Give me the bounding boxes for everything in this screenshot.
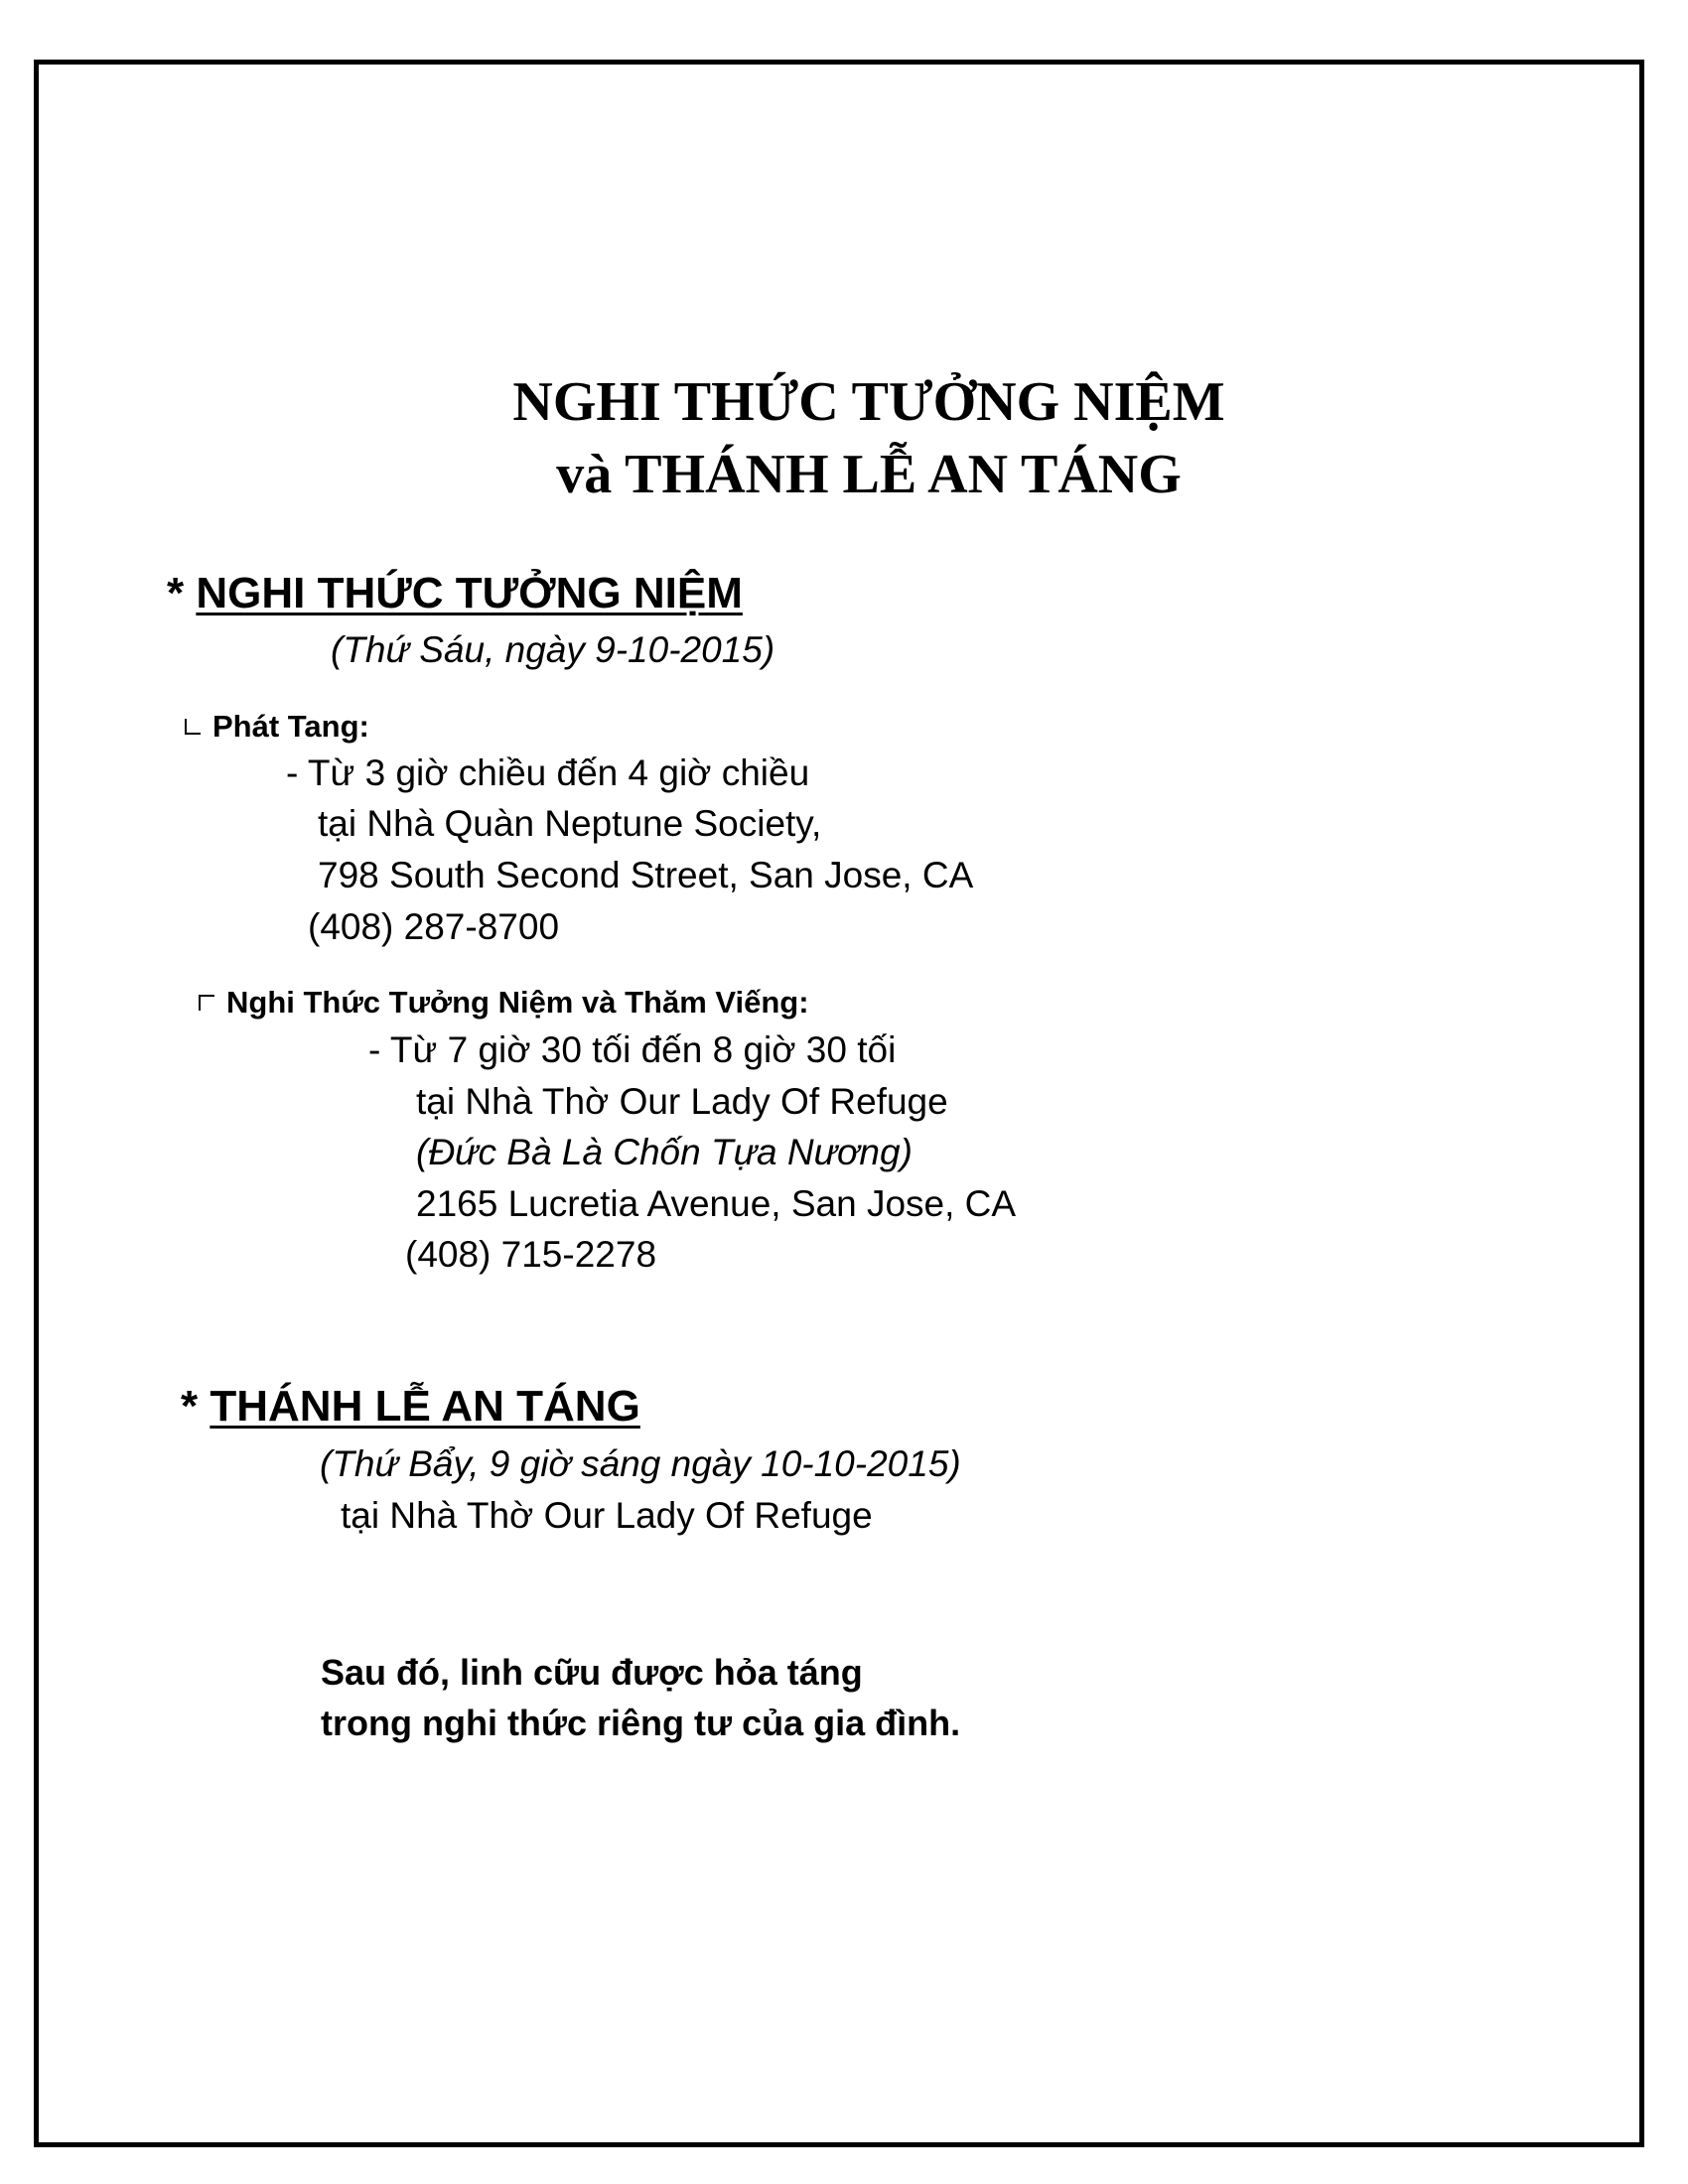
item-2-address: 2165 Lucretia Avenue, San Jose, CA — [416, 1183, 1017, 1224]
item-1-heading — [185, 711, 369, 742]
closing-line-2: trong nghi thức riêng tư của gia đình. — [321, 1703, 961, 1743]
item-2-place-vietnamese: (Đức Bà Là Chốn Tựa Nương) — [416, 1132, 913, 1172]
item-2-place: tại Nhà Thờ Our Lady Of Refuge — [416, 1081, 948, 1122]
section-1-heading — [167, 569, 743, 617]
item-2-phone: (408) 715-2278 — [405, 1234, 657, 1275]
item-1-phone: (408) 287-8700 — [308, 906, 560, 947]
item-2-heading — [199, 987, 809, 1018]
section-1-star: * — [167, 569, 185, 617]
section-1-title: NGHI THỨC TƯỞNG NIỆM — [196, 569, 743, 617]
item-2-time: - Từ 7 giờ 30 tối đến 8 giờ 30 tối — [368, 1029, 897, 1070]
item-1-address: 798 South Second Street, San Jose, CA — [318, 855, 974, 895]
item-1-place: tại Nhà Quàn Neptune Society, — [318, 803, 822, 844]
item-1-label: Phát Tang: — [212, 709, 369, 744]
section-2-date: (Thứ Bẩy, 9 giờ sáng ngày 10-10-2015) — [320, 1443, 961, 1484]
section-2-heading — [181, 1382, 640, 1431]
section-2-title: THÁNH LỄ AN TÁNG — [210, 1382, 640, 1431]
corner-bullet-icon — [185, 719, 201, 735]
page-title-line-2: và THÁNH LỄ AN TÁNG — [556, 444, 1182, 505]
item-1-time: - Từ 3 giờ chiều đến 4 giờ chiều — [286, 752, 810, 793]
closing-line-1: Sau đó, linh cữu được hỏa táng — [321, 1652, 863, 1693]
section-1-date: (Thứ Sáu, ngày 9-10-2015) — [331, 629, 775, 670]
corner-bullet-icon — [199, 995, 214, 1011]
section-2-place: tại Nhà Thờ Our Lady Of Refuge — [341, 1495, 873, 1536]
section-2-star: * — [181, 1382, 199, 1431]
page-title-line-1: NGHI THỨC TƯỞNG NIỆM — [512, 371, 1225, 433]
item-2-label: Nghi Thức Tưởng Niệm và Thăm Viếng: — [226, 985, 809, 1020]
